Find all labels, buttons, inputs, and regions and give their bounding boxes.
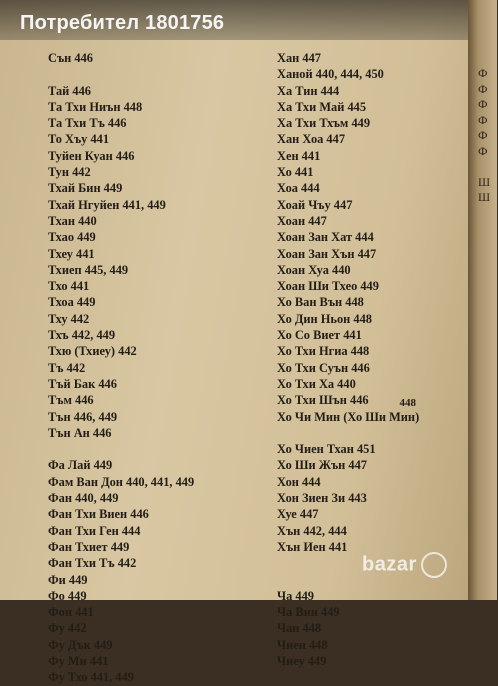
entry-gap xyxy=(48,441,194,457)
index-entry: Туйен Куан 446 xyxy=(48,148,135,163)
index-entry: Ча 449 xyxy=(277,588,314,603)
index-entry: Фу Дък 449 xyxy=(48,637,113,652)
index-entry: Ха Тхи Тхъм 449 xyxy=(277,116,371,131)
index-entry: Хоан 447 xyxy=(277,213,327,228)
index-entry: Тхеу 441 xyxy=(48,246,95,261)
index-entry: Хо Тхи Нгиа 448 xyxy=(277,344,370,359)
index-entry: Хен 441 xyxy=(277,148,321,163)
watermark-logo-icon xyxy=(421,552,447,578)
index-entry: Хън Иен 441 xyxy=(277,539,348,554)
index-entry: Чиеу 449 xyxy=(277,653,327,668)
index-entry: Чан 448 xyxy=(277,621,322,636)
index-entry: Хън 442, 444 xyxy=(277,523,347,538)
index-entry: Тхао 449 xyxy=(48,230,96,245)
index-entry: Хо Дин Ньон 448 xyxy=(277,311,372,326)
edge-letter: Ф xyxy=(478,143,488,158)
index-entry: Фан Тхиет 449 xyxy=(48,539,130,554)
entry-gap xyxy=(48,66,194,82)
index-column-left xyxy=(48,50,194,686)
index-entry: Тъм 446 xyxy=(48,393,94,408)
edge-letter xyxy=(478,159,498,175)
index-entry: Хо Чиен Тхан 451 xyxy=(277,442,376,457)
edge-letter: Ф xyxy=(478,81,488,96)
index-entry: Сън 446 xyxy=(48,51,93,65)
index-entry: Хо Чи Мин (Хо Ши Мин) xyxy=(277,409,420,424)
index-entry: Фу 442 xyxy=(48,621,87,636)
index-entry: Тхю (Тхиеу) 442 xyxy=(48,344,137,359)
index-entry: Фан Тхи Тъ 442 xyxy=(48,556,137,571)
index-entry: Чиен 448 xyxy=(277,637,328,652)
index-entry: Ханой 440, 444, 450 xyxy=(277,67,384,82)
index-entry: Тън Ан 446 xyxy=(48,425,112,440)
index-entry: Тън 446, 449 xyxy=(48,409,118,424)
index-entry: Тхиеп 445, 449 xyxy=(48,262,129,277)
index-entry: Хо Ши Жън 447 xyxy=(277,458,368,473)
index-entry: Фу Тхо 441, 449 xyxy=(48,670,134,685)
index-entry: Хоа 444 xyxy=(277,181,320,196)
index-entry: Тъ 442 xyxy=(48,360,86,375)
index-entry: Ча Вин 449 xyxy=(277,605,340,620)
index-entry: Хон Зиен Зи 443 xyxy=(277,491,367,506)
index-entry: Фу Ми 441 xyxy=(48,653,109,668)
index-entry: То Хъу 441 xyxy=(48,132,110,147)
index-entry: Хоан Ши Тхео 449 xyxy=(277,279,379,294)
index-entry: Хоай Чъу 447 xyxy=(277,197,353,212)
index-entry: Хоан Зан Хън 447 xyxy=(277,246,377,261)
index-entry: Фан Тхи Виен 446 xyxy=(48,507,149,522)
index-entry: Хоан Хуа 440 xyxy=(277,262,351,277)
index-entry: Фам Ван Дон 440, 441, 449 xyxy=(48,474,195,489)
watermark-text: bazar xyxy=(362,553,417,576)
adjacent-page-edge xyxy=(468,0,497,600)
index-entry: Та Тхи Ниън 448 xyxy=(48,99,143,114)
index-entry: Фа Лай 449 xyxy=(48,458,113,473)
index-entry: Хуе 447 xyxy=(277,507,319,522)
index-entry: Тай 446 xyxy=(48,83,91,98)
index-entry: Тху 442 xyxy=(48,311,90,326)
index-entry: Фон 441 xyxy=(48,605,94,620)
index-entry: Хо 441 xyxy=(277,165,314,180)
index-entry: Фан 440, 449 xyxy=(48,491,119,506)
index-entry: Хоан Зан Хат 444 xyxy=(277,230,374,245)
index-entry: Хо Ван Вън 448 xyxy=(277,295,364,310)
index-entry: Та Тхи Тъ 446 xyxy=(48,116,127,131)
edge-letter: Ш xyxy=(478,190,491,204)
edge-letter: Ф xyxy=(478,112,488,127)
index-entry: Тхо 441 xyxy=(48,279,90,294)
edge-letter: Ф xyxy=(478,97,488,111)
index-entry: Хо Тхи Суън 446 xyxy=(277,360,370,375)
index-entry: Хан 447 xyxy=(277,51,321,65)
user-banner: Потребител 1801756 xyxy=(0,0,468,40)
index-entry: Фан Тхи Ген 444 xyxy=(48,523,141,538)
entry-gap xyxy=(277,425,419,441)
index-entry: Хо Со Виет 441 xyxy=(277,328,362,343)
index-entry: Тхан 440 xyxy=(48,213,97,228)
edge-letter: Ф xyxy=(478,66,488,80)
index-entry: Хо Тхи Шън 446 xyxy=(277,393,369,408)
index-entry: Тхай Бин 449 xyxy=(48,181,123,196)
index-entry: Тхъ 442, 449 xyxy=(48,328,116,343)
index-entry: Тхай Нгуйен 441, 449 xyxy=(48,197,166,212)
index-entry: Фо 449 xyxy=(48,588,87,603)
index-entry: Ха Тхи Май 445 xyxy=(277,99,367,114)
index-entry: Ха Тин 444 xyxy=(277,83,340,98)
continuation-page-number: 448 xyxy=(399,397,416,409)
index-entry: Тун 442 xyxy=(48,165,91,180)
index-entry: Хан Хоа 447 xyxy=(277,132,346,147)
index-entry: Хо Тхи Ха 440 xyxy=(277,376,356,391)
index-entry: Фи 449 xyxy=(48,572,88,587)
edge-letter: Ш xyxy=(478,174,491,189)
edge-letter: Ф xyxy=(478,128,488,142)
index-entry: Хон 444 xyxy=(277,474,321,489)
index-entry: Тъй Бак 446 xyxy=(48,376,117,391)
adjacent-page-text xyxy=(478,66,498,206)
index-entry: Тхоа 449 xyxy=(48,295,96,310)
